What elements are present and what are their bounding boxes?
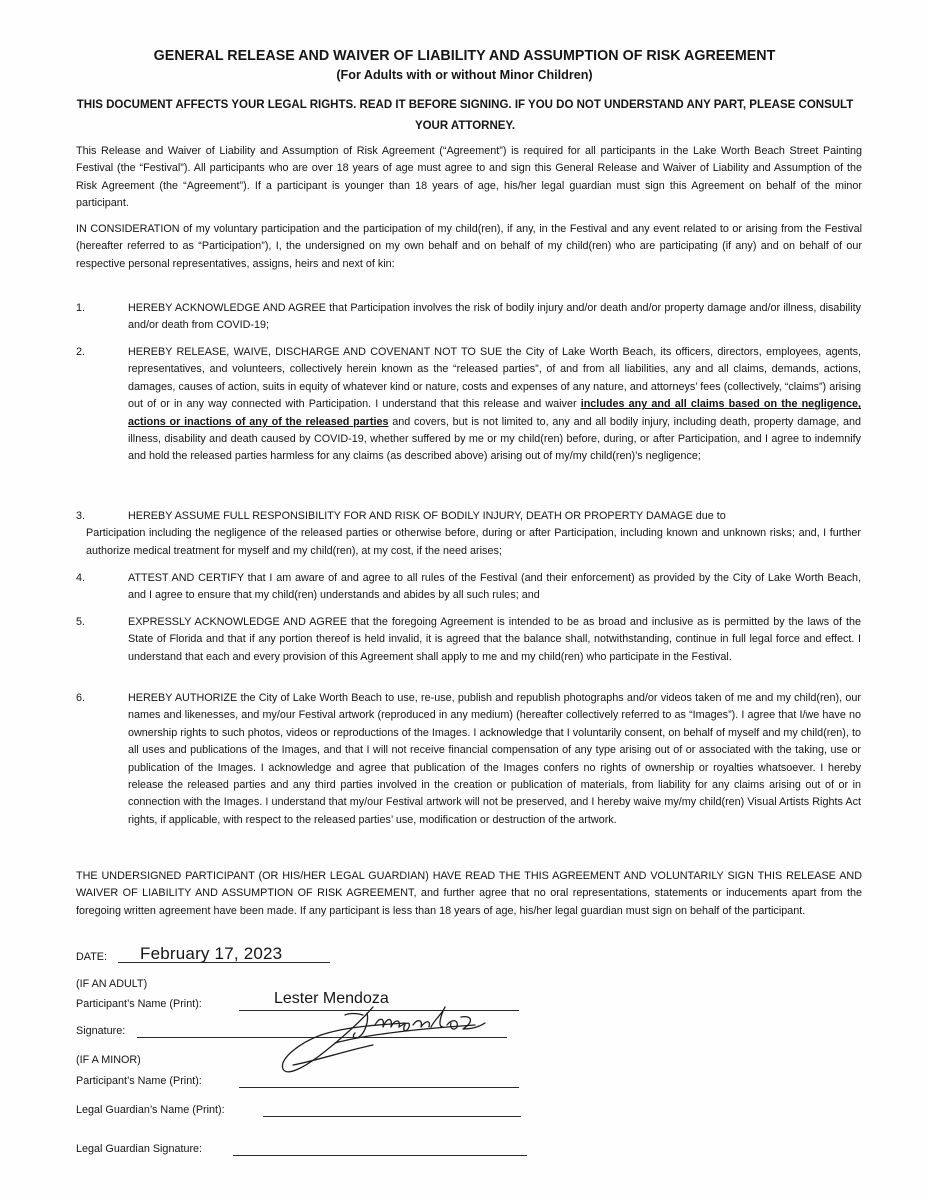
- legal-rights-warning: THIS DOCUMENT AFFECTS YOUR LEGAL RIGHTS. READ IT BEFORE SIGNING. IF YOU DO NOT UNDERSTAND ANY PART, PLEASE CONSULT YOUR ATTORNEY.: [76, 99, 854, 132]
- minor-participant-name-label: Participant’s Name (Print):: [76, 1075, 202, 1087]
- guardian-name-line[interactable]: [263, 1116, 521, 1117]
- item-number: 3.: [76, 510, 86, 522]
- guardian-name-label: Legal Guardian’s Name (Print):: [76, 1104, 225, 1116]
- item-2-text: [128, 344, 861, 466]
- guardian-signature-label: Legal Guardian Signature:: [76, 1143, 203, 1155]
- item-2-underlined-clause: includes any and all claims based on the negligence, actions or inactions of any of the released parties: [128, 398, 861, 428]
- document-title: GENERAL RELEASE AND WAIVER OF LIABILITY AND ASSUMPTION OF RISK AGREEMENT: [153, 48, 776, 64]
- handwritten-signature: [275, 1003, 490, 1083]
- item-number: 6.: [76, 692, 86, 704]
- item-2-text-part-b: and covers, but is not limited to, any and all bodily injury, including death, property damage, and illness, disability and death caused by COVID-19, whether suffered by me or my child(ren) before, during, or after Participation, and I agree to indemnify and hold the released parties harmless for any claims (as described above) arising out of my/my child(ren)’s negligence;: [128, 415, 861, 463]
- date-value: February 17, 2023: [140, 944, 283, 963]
- date-label: DATE:: [76, 951, 107, 963]
- minor-participant-name-line[interactable]: [239, 1087, 519, 1088]
- signature-label: Signature:: [76, 1025, 126, 1037]
- document-subtitle: (For Adults with or without Minor Children): [336, 68, 593, 82]
- item-1-text: HEREBY ACKNOWLEDGE AND AGREE that Participation involves the risk of bodily injury and/or death and/or property damage and/or illness, disability and/or death from COVID-19;: [128, 302, 861, 332]
- participant-name-value: Lester Mendoza: [274, 990, 389, 1007]
- guardian-signature-line[interactable]: [233, 1155, 527, 1156]
- item-6-text: HEREBY AUTHORIZE the City of Lake Worth Beach to use, re-use, publish and republish photographs and/or videos taken of me and my child(ren), our names and likenesses, and my/our Festival artwork (reproduced in any medium) (hereafter collectively referred to as “Images”). I agree that I/we have no ownership rights to such photos, videos or reproductions of the Images. I acknowledge that I voluntarily consent, on behalf of myself and my child(ren), to all uses and publications of the Images, and that I will not receive financial compensation of any type arising out of or associated with the taking, use or publication of the Images. I acknowledge and agree that publication of the Images confers no rights of ownership or royalties whatsoever. I hereby release the released parties and any third parties involved in the creation or publication of materials, from liability for any claims arising out of or in connection with the Images. I understand that my/our Festival artwork will not be preserved, and I hereby waive my/my child(ren) Visual Artists Rights Act rights, if applicable, with respect to the released parties’ use, modification or destruction of the artwork.: [128, 692, 861, 826]
- item-2-text-part-a: HEREBY RELEASE, WAIVE, DISCHARGE AND COVENANT NOT TO SUE the City of Lake Worth Beach, its officers, directors, employees, agents, representatives, and volunteers, collectively herein known as the “released parties”, of and from all liabilities, any and all claims, demands, actions, damages, causes of action, suits in equity of whatever kind or nature, costs and expenses of any nature, and attorneys’ fees (collectively, “claims”) arising out of or in any way connected with Participation. I understand that this release and waiver: [128, 346, 861, 411]
- item-3-text-rest: Participation including the negligence of the released parties or otherwise before, during or after Participation, including known and unknown risks; and, I further authorize medical treatment for myself and my child(ren), at my cost, if the need arises;: [86, 527, 861, 557]
- consideration-paragraph: IN CONSIDERATION of my voluntary participation and the participation of my child(ren), if any, in the Festival and any event related to or arising from the Festival (hereafter referred to as “Participation”), I, the undersigned on my own behalf and on behalf of my child(ren) who are participating (if any) and on behalf of our respective personal representatives, assigns, heirs and next of kin:: [76, 223, 862, 270]
- intro-paragraph: This Release and Waiver of Liability and Assumption of Risk Agreement (“Agreement”) is required for all participants in the Lake Worth Beach Street Painting Festival (the “Festival”). All participants who are over 18 years of age must agree to and sign this General Release and Waiver of Liability and Assumption of the Risk Agreement (the “Agreement”). If a participant is younger than 18 years of age, his/her legal guardian must sign this Agreement on behalf of the minor participant.: [76, 145, 862, 209]
- item-4-text: ATTEST AND CERTIFY that I am aware of and agree to all rules of the Festival (and their enforcement) as provided by the City of Lake Worth Beach, and I agree to ensure that my child(ren) understands and abides by all such rules; and: [128, 572, 861, 602]
- closing-paragraph: THE UNDERSIGNED PARTICIPANT (OR HIS/HER LEGAL GUARDIAN) HAVE READ THE THIS AGREEMENT AND VOLUNTARILY SIGN THIS RELEASE AND WAIVER OF LIABILITY AND ASSUMPTION OF RISK AGREEMENT, and further agree that no oral representations, statements or inducements apart from the foregoing written agreement have been made. If any participant is less than 18 years of age, his/her legal guardian must sign on behalf of the participant.: [76, 870, 862, 917]
- item-number: 1.: [76, 302, 86, 314]
- item-number: 2.: [76, 346, 86, 358]
- item-5-text: EXPRESSLY ACKNOWLEDGE AND AGREE that the foregoing Agreement is intended to be as broad and inclusive as is permitted by the laws of the State of Florida and that if any portion thereof is held invalid, it is agreed that the balance shall, notwithstanding, continue in full legal force and effect. I understand that each and every provision of this Agreement shall apply to me and my child(ren) who participate in the Festival.: [128, 616, 861, 663]
- participant-name-label: Participant’s Name (Print):: [76, 998, 202, 1010]
- adult-heading: (IF AN ADULT): [76, 978, 148, 990]
- item-3: [76, 508, 861, 560]
- minor-heading: (IF A MINOR): [76, 1054, 141, 1066]
- item-number: 5.: [76, 616, 86, 628]
- item-3-text-first-line: HEREBY ASSUME FULL RESPONSIBILITY FOR AND RISK OF BODILY INJURY, DEATH OR PROPERTY DAMAGE due to: [128, 510, 726, 522]
- item-number: 4.: [76, 572, 86, 584]
